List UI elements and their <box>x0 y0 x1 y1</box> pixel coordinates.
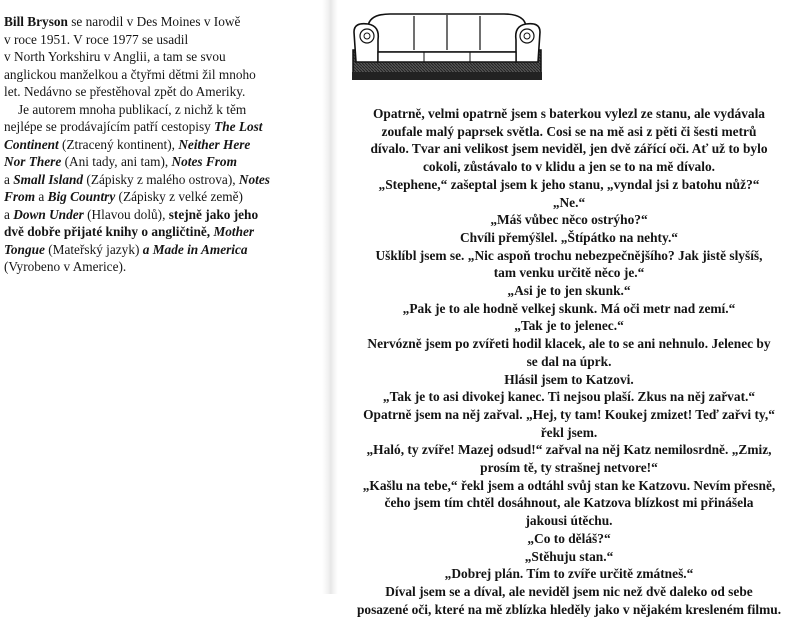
bio-text: Mother <box>213 224 255 239</box>
story-line: „Kašlu na tebe,“ řekl jsem a odtáhl svůj stan ke Katzovu. Nevím přesně, <box>362 477 776 493</box>
bio-text: Big Country <box>47 189 116 204</box>
story-line: „Haló, ty zvíře! Mazej odsud!“ zařval na něj Katz nemilosrdně. „Zmiz, <box>366 442 772 458</box>
story-line: zoufale malý paprsek světla. Cosi se na mě asi z pěti či šesti metrů <box>381 123 757 139</box>
story-line: dívalo. Tvar ani velikost jsem neviděl, jen dvě zářící oči. Ať už to bylo <box>370 141 768 157</box>
bio-line <box>4 136 316 154</box>
bio-text: a Made in America <box>142 241 248 257</box>
story-line: „Asi je to jen skunk.“ <box>507 283 631 299</box>
bio-text: Tongue <box>4 241 45 257</box>
bio-text: Nor There <box>4 154 62 169</box>
bio-line <box>4 206 316 224</box>
bio-line <box>4 83 316 101</box>
story-line: tam venku určitě něco je.“ <box>493 265 645 281</box>
story-line: Díval jsem se a díval, ale neviděl jsem nic než dvě daleko od sebe <box>385 583 753 599</box>
bio-text: Notes <box>238 171 270 187</box>
bio-text: (Ztracený kontinent), <box>58 136 179 152</box>
story-line: Nervózně jsem po zvířeti hodil klacek, ale to se ani nehnulo. Jelenec by <box>367 336 771 352</box>
bio-text: v North Yorkshiru v Anglii, a tam se svou <box>4 49 226 64</box>
story-line: čeho jsem tím chtěl dosáhnout, ale Katzova blízkost mi přinášela <box>384 495 754 511</box>
story-line: Hlásil jsem to Katzovi. <box>504 371 634 387</box>
bio-text: Je autorem mnoha publikací, z nichž k těm <box>18 101 247 117</box>
bio-text: (Vyrobeno v Americe). <box>4 259 127 274</box>
story-line: „Tak je to jelenec.“ <box>514 318 624 334</box>
story-line: cokoli, zůstávalo to v klidu a jen se to na mě dívalo. <box>422 159 715 175</box>
book-fold <box>322 0 338 594</box>
bio-text: (Zápisky z malého ostrova), <box>83 171 239 187</box>
story-line: posazené oči, které na mě zblízka hleděly jako v nějakém kresleném filmu. <box>356 601 782 617</box>
bio-text: se narodil v Des Moines v Iowě <box>67 14 241 29</box>
bio-line <box>4 188 316 206</box>
bio-text: (Ani tady, ani tam), <box>61 154 172 169</box>
bio-text: Notes From <box>171 154 237 169</box>
bio-line <box>4 118 316 136</box>
bio-text: anglickou manželkou a čtyřmi dětmi žil mnoho <box>4 66 256 82</box>
story-line: Opatrně, velmi opatrně jsem s baterkou vylezl ze stanu, ale vydávala <box>372 106 765 121</box>
story-line: „Dobrej plán. Tím to zvíře určitě zmátneš.“ <box>444 566 694 582</box>
bio-text: a <box>4 206 14 222</box>
bio-line <box>4 171 316 189</box>
bio-text: (Hlavou dolů), <box>83 206 169 222</box>
bio-text: a <box>35 189 48 204</box>
story-line: se dal na úprk. <box>526 353 612 369</box>
story-line: řekl jsem. <box>540 424 598 440</box>
bio-text: a <box>4 171 14 187</box>
bio-text: Neither Here <box>178 136 251 152</box>
story-line: „Tak je to asi divokej kanec. Ti nejsou plaší. Zkus na něj zařvat.“ <box>382 389 756 405</box>
bio-text: stejně jako jeho <box>168 206 259 222</box>
story-line: Chvíli přemýšlel. „Štípátko na nehty.“ <box>460 229 678 245</box>
bio-text: nejlépe se prodávajícím patří cestopisy <box>4 119 215 134</box>
bio-text: let. Nedávno se přestěhoval zpět do Ameriky. <box>4 84 246 99</box>
story-line: „Stephene,“ zašeptal jsem k jeho stanu, „vyndal jsi z batohu nůž?“ <box>378 176 760 192</box>
bio-line <box>4 66 316 84</box>
bio-text: The Lost <box>214 119 263 134</box>
bio-line <box>4 31 316 49</box>
bio-text: (Zápisky z velké země) <box>115 189 243 204</box>
story-line: prosím tě, ty strašnej netvore!“ <box>480 460 658 476</box>
bio-line <box>4 153 316 171</box>
bio-text: Down Under <box>13 206 84 222</box>
bio-text: Bill Bryson <box>4 14 68 29</box>
bio-text: Continent <box>4 136 59 152</box>
bio-text: From <box>4 189 36 204</box>
bio-line <box>4 13 316 31</box>
bio-text: (Mateřský jazyk) <box>44 241 143 257</box>
story-line: „Stěhuju stan.“ <box>524 548 614 564</box>
bio-text: v roce 1951. V roce 1977 se usadil <box>4 31 189 47</box>
story-line: „Co to děláš?“ <box>527 530 611 546</box>
story-line: jakousi útěchu. <box>525 513 613 529</box>
bio-line <box>4 101 316 119</box>
bio-text: dvě dobře přijaté knihy o angličtině, <box>4 224 214 239</box>
bio-line <box>4 223 316 241</box>
story-line: „Máš vůbec něco ostrýho?“ <box>490 212 648 228</box>
sofa-illustration <box>350 6 544 84</box>
story-line: „Pak je to ale hodně velkej skunk. Má oči metr nad zemí.“ <box>402 300 736 316</box>
story-text <box>338 105 800 618</box>
bio-line <box>4 258 316 276</box>
author-bio <box>4 13 316 276</box>
bio-text: Small Island <box>13 171 84 187</box>
story-line: Ušklíbl jsem se. „Nic aspoň trochu nebezpečnějšího? Jak jistě slyšíš, <box>375 247 763 263</box>
story-line: „Ne.“ <box>552 194 586 210</box>
story-line: Opatrně jsem na něj zařval. „Hej, ty tam! Koukej zmizet! Teď zařvi ty,“ <box>363 406 775 422</box>
bio-line <box>4 48 316 66</box>
bio-line <box>4 241 316 259</box>
